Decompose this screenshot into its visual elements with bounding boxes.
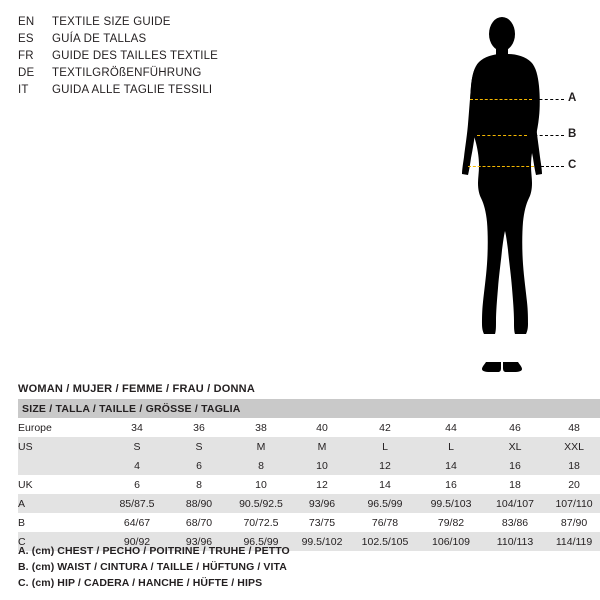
cell: S (168, 437, 230, 456)
cell: 90/92 (106, 532, 168, 551)
row-label: B (18, 513, 106, 532)
row-label: A (18, 494, 106, 513)
cell: 4 (106, 456, 168, 475)
language-title: GUÍA DE TALLAS (52, 33, 147, 45)
cell: 106/109 (418, 532, 484, 551)
note-chest: A. (cm) CHEST / PECHO / POITRINE / TRUHE / PETTO (18, 545, 290, 557)
measure-label-b: B (568, 128, 577, 140)
measure-label-c: C (568, 159, 577, 171)
cell: 96.5/99 (230, 532, 292, 551)
row-label: US (18, 437, 106, 456)
measurement-notes (18, 543, 582, 591)
language-row (18, 16, 318, 33)
cell: 8 (230, 456, 292, 475)
cell: 70/72.5 (230, 513, 292, 532)
cell: 16 (484, 456, 546, 475)
cell: 87/90 (546, 513, 600, 532)
cell: 102.5/105 (352, 532, 418, 551)
language-title: GUIDA ALLE TAGLIE TESSILI (52, 84, 213, 96)
table-header-row (18, 399, 600, 418)
cell: M (230, 437, 292, 456)
language-code: FR (18, 50, 34, 62)
row-label (18, 456, 106, 475)
cell: M (292, 437, 352, 456)
cell: 68/70 (168, 513, 230, 532)
cell: 48 (546, 418, 600, 437)
language-header-block (18, 16, 318, 101)
language-title: GUIDE DES TAILLES TEXTILE (52, 50, 219, 62)
cell: 44 (418, 418, 484, 437)
language-row (18, 50, 318, 67)
language-code: DE (18, 67, 35, 79)
cell: 79/82 (418, 513, 484, 532)
language-code: ES (18, 33, 34, 45)
table-row (18, 437, 600, 456)
language-row (18, 67, 318, 84)
cell: 42 (352, 418, 418, 437)
cell: 36 (168, 418, 230, 437)
cell: XL (484, 437, 546, 456)
chest-measure-line (470, 99, 532, 100)
waist-measure-line (477, 135, 527, 136)
cell: L (352, 437, 418, 456)
cell: XXL (546, 437, 600, 456)
table-header-label: SIZE / TALLA / TAILLE / GRÖSSE / TAGLIA (18, 399, 600, 418)
cell: 8 (168, 475, 230, 494)
cell: 18 (484, 475, 546, 494)
table-row (18, 475, 600, 494)
table-caption: WOMAN / MUJER / FEMME / FRAU / DONNA (18, 383, 255, 395)
table-row (18, 513, 600, 532)
cell: 85/87.5 (106, 494, 168, 513)
waist-leader-line (529, 135, 564, 136)
cell: 10 (292, 456, 352, 475)
note-hip: C. (cm) HIP / CADERA / HANCHE / HÜFTE / HIPS (18, 577, 263, 589)
row-label: C (18, 532, 106, 551)
hip-measure-line (468, 166, 534, 167)
cell: 110/113 (484, 532, 546, 551)
table-row (18, 494, 600, 513)
cell: 107/110 (546, 494, 600, 513)
cell: 46 (484, 418, 546, 437)
measure-label-a: A (568, 92, 577, 104)
language-code: EN (18, 16, 35, 28)
cell: 88/90 (168, 494, 230, 513)
note-waist: B. (cm) WAIST / CINTURA / TAILLE / HÜFTUNG / VITA (18, 561, 287, 573)
table-row (18, 418, 600, 437)
body-figure (430, 10, 590, 375)
cell: 64/67 (106, 513, 168, 532)
cell: 18 (546, 456, 600, 475)
cell: 14 (418, 456, 484, 475)
cell: 10 (230, 475, 292, 494)
cell: L (418, 437, 484, 456)
chest-leader-line (534, 99, 564, 100)
language-row (18, 33, 318, 50)
language-code: IT (18, 84, 29, 96)
cell: 96.5/99 (352, 494, 418, 513)
size-table (18, 399, 600, 551)
cell: 83/86 (484, 513, 546, 532)
cell: 93/96 (168, 532, 230, 551)
cell: 12 (292, 475, 352, 494)
cell: 76/78 (352, 513, 418, 532)
cell: 38 (230, 418, 292, 437)
hip-leader-line (536, 166, 564, 167)
cell: 6 (106, 475, 168, 494)
cell: 14 (352, 475, 418, 494)
cell: 99.5/102 (292, 532, 352, 551)
cell: 93/96 (292, 494, 352, 513)
language-row (18, 84, 318, 101)
cell: 99.5/103 (418, 494, 484, 513)
cell: 16 (418, 475, 484, 494)
cell: 104/107 (484, 494, 546, 513)
language-title: TEXTILE SIZE GUIDE (52, 16, 171, 28)
cell: 34 (106, 418, 168, 437)
row-label: UK (18, 475, 106, 494)
row-label: Europe (18, 418, 106, 437)
cell: 73/75 (292, 513, 352, 532)
cell: 6 (168, 456, 230, 475)
cell: S (106, 437, 168, 456)
language-title: TEXTILGRÖßENFÜHRUNG (52, 67, 202, 79)
table-row (18, 456, 600, 475)
cell: 12 (352, 456, 418, 475)
size-table-area (18, 383, 593, 551)
cell: 114/119 (546, 532, 600, 551)
cell: 20 (546, 475, 600, 494)
cell: 40 (292, 418, 352, 437)
cell: 90.5/92.5 (230, 494, 292, 513)
female-silhouette-icon (430, 10, 590, 375)
